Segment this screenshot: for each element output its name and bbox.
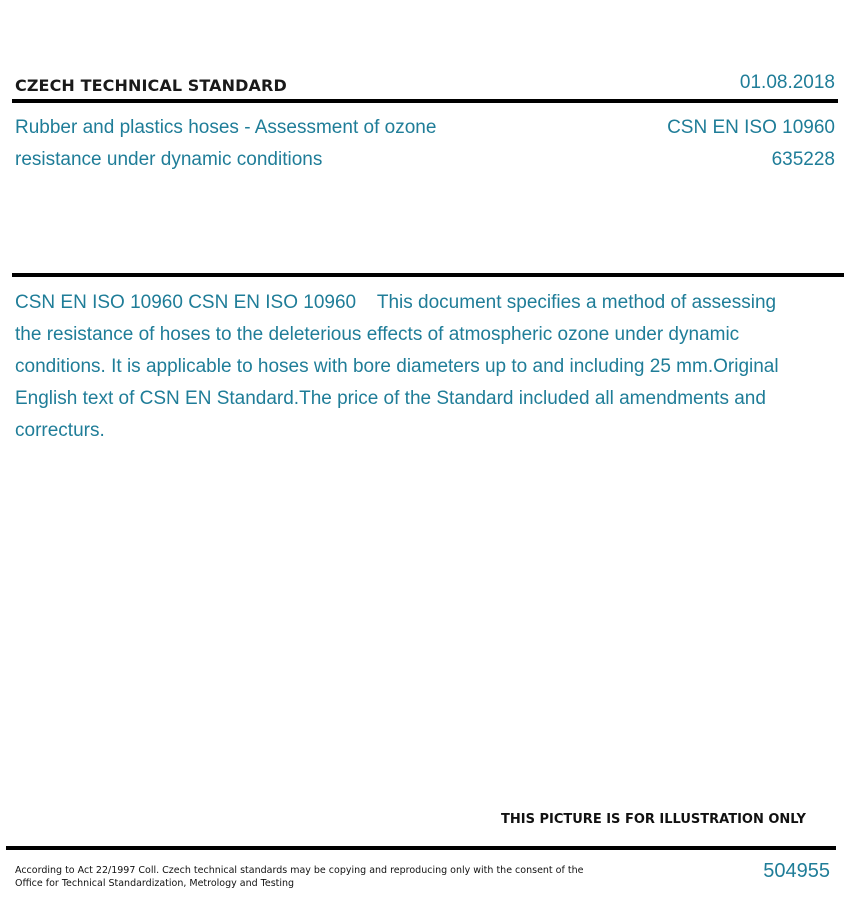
section-divider [12, 273, 844, 277]
document-description: CSN EN ISO 10960 CSN EN ISO 10960 This document specifies a method of assessing the resistance of hoses to the deleterious effects of atmospheric ozone under dynamic conditions. It is applicable to hoses with bore diameters up to and including 25 mm.Original English text of CSN EN Standard.The price of the Standard included all amendments and correcturs. [15, 292, 784, 441]
header-date: 01.08.2018 [739, 72, 835, 93]
document-title: Rubber and plastics hoses - Assessment of ozone resistance under dynamic conditions [15, 117, 437, 170]
header-divider [12, 99, 838, 103]
illustration-note: THIS PICTURE IS FOR ILLUSTRATION ONLY [501, 812, 806, 827]
catalog-number: 635228 [771, 149, 835, 170]
footer-legal-note: According to Act 22/1997 Coll. Czech technical standards may be copying and reproducing only with the consent of the Office for Technical Standardization, Metrology and Testing [15, 865, 584, 889]
footer-divider [6, 846, 836, 850]
footer-code: 504955 [763, 860, 830, 882]
header-title: CZECH TECHNICAL STANDARD [15, 76, 287, 95]
standard-number: CSN EN ISO 10960 [667, 117, 835, 138]
document-identifiers [667, 112, 835, 176]
